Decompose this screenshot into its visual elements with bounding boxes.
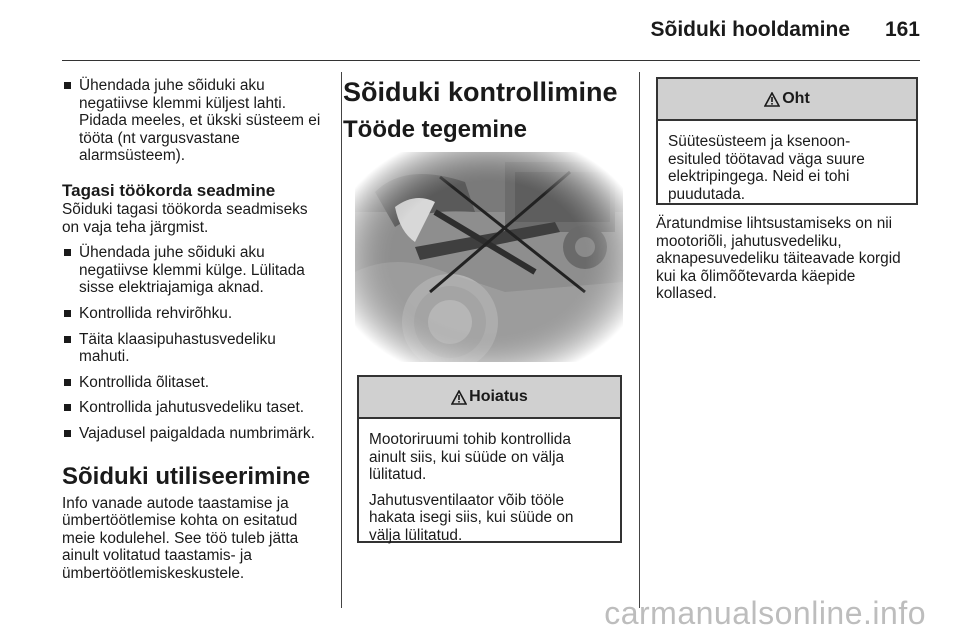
column-divider-right — [639, 72, 640, 608]
warning-paragraph-1: Mootoriruumi tohib kontrollida ainult siis, kui süüde on välja lülitatud. — [369, 431, 571, 484]
danger-box-header: Oht — [658, 79, 916, 121]
warning-box-header: Hoiatus — [359, 377, 620, 419]
bullet-coolant-level: Kontrollida jahutusvedeliku taset. — [62, 399, 334, 417]
heading-vehicle-checks: Sõiduki kontrollimine — [343, 77, 618, 107]
page-header-title: Sõiduki hooldamine — [650, 18, 850, 41]
bullet-washer-fluid: Täita klaasipuhastusvedeliku mahuti. — [62, 331, 334, 366]
bullet-tyre-pressure: Kontrollida rehvirõhku. — [62, 305, 334, 323]
danger-box — [656, 77, 918, 205]
warning-paragraph-2: Jahutusventilaator võib tööle hakata isegi siis, kui süüde on välja lülitatud. — [369, 491, 574, 544]
watermark: carmanualsonline.info — [604, 595, 926, 631]
engine-bay-illustration — [355, 152, 623, 362]
identification-text: Äratundmise lihtsustamiseks on nii mootoriõli, jahutusvedeliku, aknapesuvedeliku täiteavade korgid kui ka õlimõõtevarda käepide kollased. — [656, 215, 901, 303]
warning-triangle-icon — [764, 92, 780, 107]
warning-triangle-icon — [451, 390, 467, 405]
heading-performing-work: Tööde tegemine — [343, 116, 528, 143]
warning-box-body — [359, 419, 620, 545]
column-1 — [62, 77, 334, 582]
bullet-oil-level: Kontrollida õlitaset. — [62, 374, 334, 392]
warning-box — [357, 375, 622, 543]
header-rule — [62, 60, 920, 61]
page-number: 161 — [884, 18, 920, 41]
column-divider-left — [341, 72, 342, 608]
restore-intro: Sõiduki tagasi töökorda seadmiseks on vaja teha järgmist. — [62, 200, 308, 236]
bullet-disconnect-battery: Ühendada juhe sõiduki aku negatiivse klemmi küljest lahti. Pidada meeles, et ükski süsteem ei tööta (nt vargusvastane alarmsüsteem). — [62, 77, 334, 165]
bullet-number-plate: Vajadusel paigaldada numbrimärk. — [62, 425, 334, 443]
bullet-connect-battery: Ühendada juhe sõiduki aku negatiivse klemmi külge. Lülitada sisse elektriajamiga aknad. — [62, 244, 334, 297]
heading-disposal: Sõiduki utiliseerimine — [62, 462, 311, 490]
disposal-text: Info vanade autode taastamise ja ümbertöötlemise kohta on esitatud meie kodulehel. See töö tuleb jätta ainult volitatud taastamis- ja ümbertöötlemiskeskustele. — [62, 494, 299, 582]
heading-restore: Tagasi töökorda seadmine — [62, 180, 276, 200]
danger-box-body: Süütesüsteem ja ksenoon- esituled töötavad väga suure elektripingega. Neid ei tohi puudutada. — [668, 133, 865, 203]
